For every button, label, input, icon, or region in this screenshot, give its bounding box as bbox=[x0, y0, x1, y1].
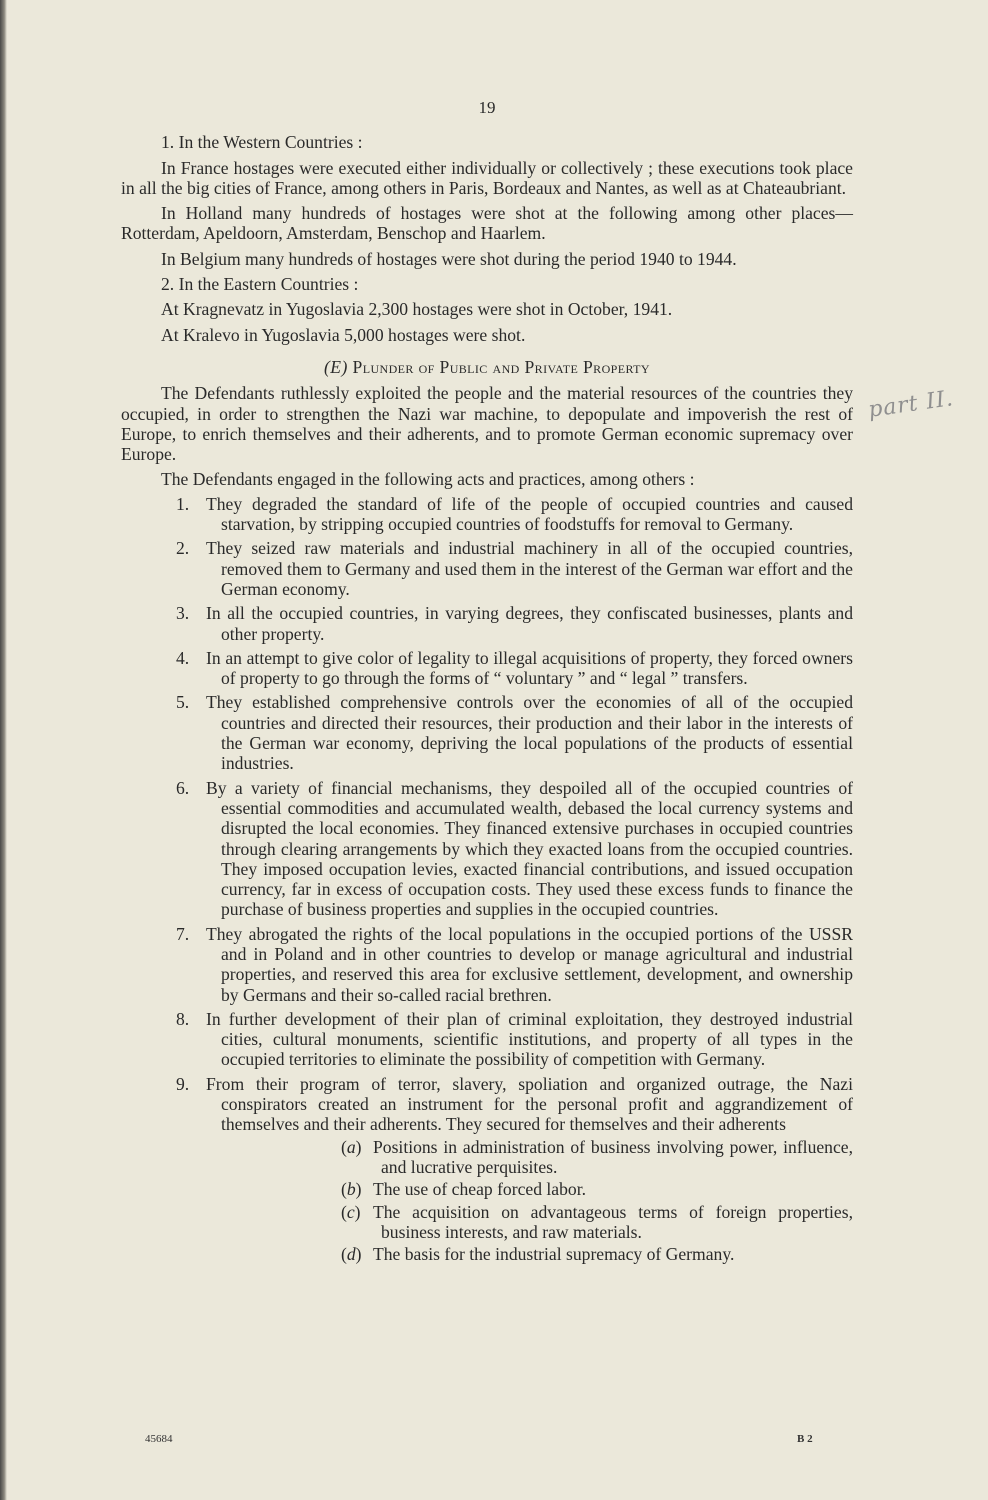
list-item bbox=[121, 1074, 853, 1265]
handwritten-margin-note: part II. bbox=[866, 386, 956, 423]
list-item-text: In all the occupied countries, in varying degrees, they confiscated businesses, plants and other property. bbox=[206, 603, 853, 644]
list-item bbox=[121, 1009, 853, 1070]
list-item-text: They abrogated the rights of the local populations in the occupied portions of the USSR and in Poland and in other countries to develop or manage agricultural and industrial properties, and reserved this area for exclusive settlement, development, and ownership by Germans and their so-called racial brethren. bbox=[206, 923, 853, 1005]
list-item bbox=[121, 603, 853, 644]
sub-item-label: (a) bbox=[341, 1136, 362, 1157]
list-item bbox=[121, 692, 853, 773]
list-item-text: They seized raw materials and industrial machinery in all of the occupied countries, removed them to Germany and used them in the interest of the German war effort and the German economy. bbox=[206, 538, 853, 599]
kragnevatz-paragraph: At Kragnevatz in Yugoslavia 2,300 hostages were shot in October, 1941. bbox=[161, 299, 673, 320]
sub-item-text: Positions in administration of business involving power, influence, and lucrative perquisites. bbox=[373, 1136, 853, 1177]
section-e-intro: The Defendants ruthlessly exploited the people and the material resources of the countries they occupied, in order to strengthen the Nazi war machine, to depopulate and impoverish the rest of Europe, to enrich themselves and their adherents, and to promote German economic supremacy over Europe. bbox=[121, 383, 853, 465]
list-item-number: 4. bbox=[176, 647, 190, 668]
list-item-number: 2. bbox=[176, 538, 190, 559]
sub-list-item bbox=[221, 1244, 853, 1264]
page-edge-shadow bbox=[0, 0, 7, 1500]
holland-paragraph: In Holland many hundreds of hostages were shot at the following among other places—Rotterdam, Apeldoorn, Amsterdam, Benschop and Haarlem. bbox=[121, 203, 853, 244]
sub-item-label: (b) bbox=[341, 1179, 362, 1200]
list-item-text: In an attempt to give color of legality to illegal acquisitions of property, they forced owners of property to go through the forms of “ voluntary ” and “ legal ” transfers. bbox=[206, 647, 853, 689]
western-heading: 1. In the Western Countries : bbox=[161, 132, 363, 153]
sub-item-text: The basis for the industrial supremacy of Germany. bbox=[373, 1244, 735, 1265]
document-body bbox=[121, 98, 853, 1264]
france-paragraph: In France hostages were executed either individually or collectively ; these executions took place in all the big cities of France, among others in Paris, Bordeaux and Nantes, as well as at Chateaubriant. bbox=[121, 157, 853, 198]
list-item bbox=[121, 778, 853, 920]
sub-list-item bbox=[221, 1179, 853, 1199]
list-item-number: 9. bbox=[176, 1073, 190, 1094]
sub-list bbox=[221, 1137, 853, 1265]
list-item-text: They degraded the standard of life of the people of occupied countries and caused starvation, by stripping occupied countries of foodstuffs for removal to Germany. bbox=[206, 493, 853, 535]
section-e-letter: (E) bbox=[324, 356, 348, 377]
list-item-text: By a variety of financial mechanisms, they despoiled all of the occupied countries of essential commodities and accumulated wealth, debased the local currency systems and disrupted the local economies. They financed extensive purchases in occupied countries through clearing arrangements by which they exacted loans from the occupied countries. They imposed occupation levies, exacted financial contributions, and issued occupation currency, far in excess of occupation costs. They used these excess funds to finance the purchase of business properties and supplies in the occupied countries. bbox=[206, 777, 853, 920]
sub-item-text: The acquisition on advantageous terms of foreign properties, business interests, and raw materials. bbox=[373, 1201, 853, 1242]
list-item bbox=[121, 648, 853, 689]
list-item-text: From their program of terror, slavery, spoliation and organized outrage, the Nazi conspirators created an instrument for the personal profit and aggrandizement of themselves and their adherents. They secured for themselves and their adherents bbox=[206, 1073, 853, 1135]
sub-list-item bbox=[221, 1137, 853, 1178]
kralevo-paragraph: At Kralevo in Yugoslavia 5,000 hostages were shot. bbox=[161, 324, 526, 345]
footer-print-code: 45684 bbox=[145, 1433, 173, 1445]
belgium-paragraph: In Belgium many hundreds of hostages were shot during the period 1940 to 1944. bbox=[161, 248, 737, 269]
section-e-heading bbox=[121, 357, 853, 377]
list-item-number: 5. bbox=[176, 692, 190, 713]
section-e-lead-in: The Defendants engaged in the following acts and practices, among others : bbox=[161, 469, 695, 490]
section-e-title: Plunder of Public and Private Property bbox=[352, 356, 650, 377]
list-item-text: In further development of their plan of criminal exploitation, they destroyed industrial cities, cultural monuments, scientific institutions, and property of all types in the occupied territories to eliminate the possibility of competition with Germany. bbox=[206, 1008, 853, 1070]
footer-signature-mark: B 2 bbox=[797, 1433, 813, 1445]
list-item bbox=[121, 538, 853, 599]
sub-item-label: (c) bbox=[341, 1201, 361, 1222]
sub-item-text: The use of cheap forced labor. bbox=[373, 1179, 586, 1200]
list-item bbox=[121, 924, 853, 1005]
list-item-number: 8. bbox=[176, 1008, 190, 1029]
list-item-number: 7. bbox=[176, 923, 190, 944]
eastern-heading: 2. In the Eastern Countries : bbox=[161, 274, 359, 295]
page-number: 19 bbox=[478, 98, 496, 117]
sub-list-item bbox=[221, 1202, 853, 1243]
list-item-number: 3. bbox=[176, 603, 190, 624]
list-item bbox=[121, 494, 853, 535]
list-item-number: 1. bbox=[176, 493, 190, 514]
acts-list bbox=[121, 494, 853, 1265]
list-item-text: They established comprehensive controls over the economies of all of the occupied countries and directed their resources, their production and their labor in the interests of the German war economy, depriving the local populations of the products of essential industries. bbox=[206, 692, 853, 774]
list-item-number: 6. bbox=[176, 777, 190, 798]
sub-item-label: (d) bbox=[341, 1244, 362, 1265]
